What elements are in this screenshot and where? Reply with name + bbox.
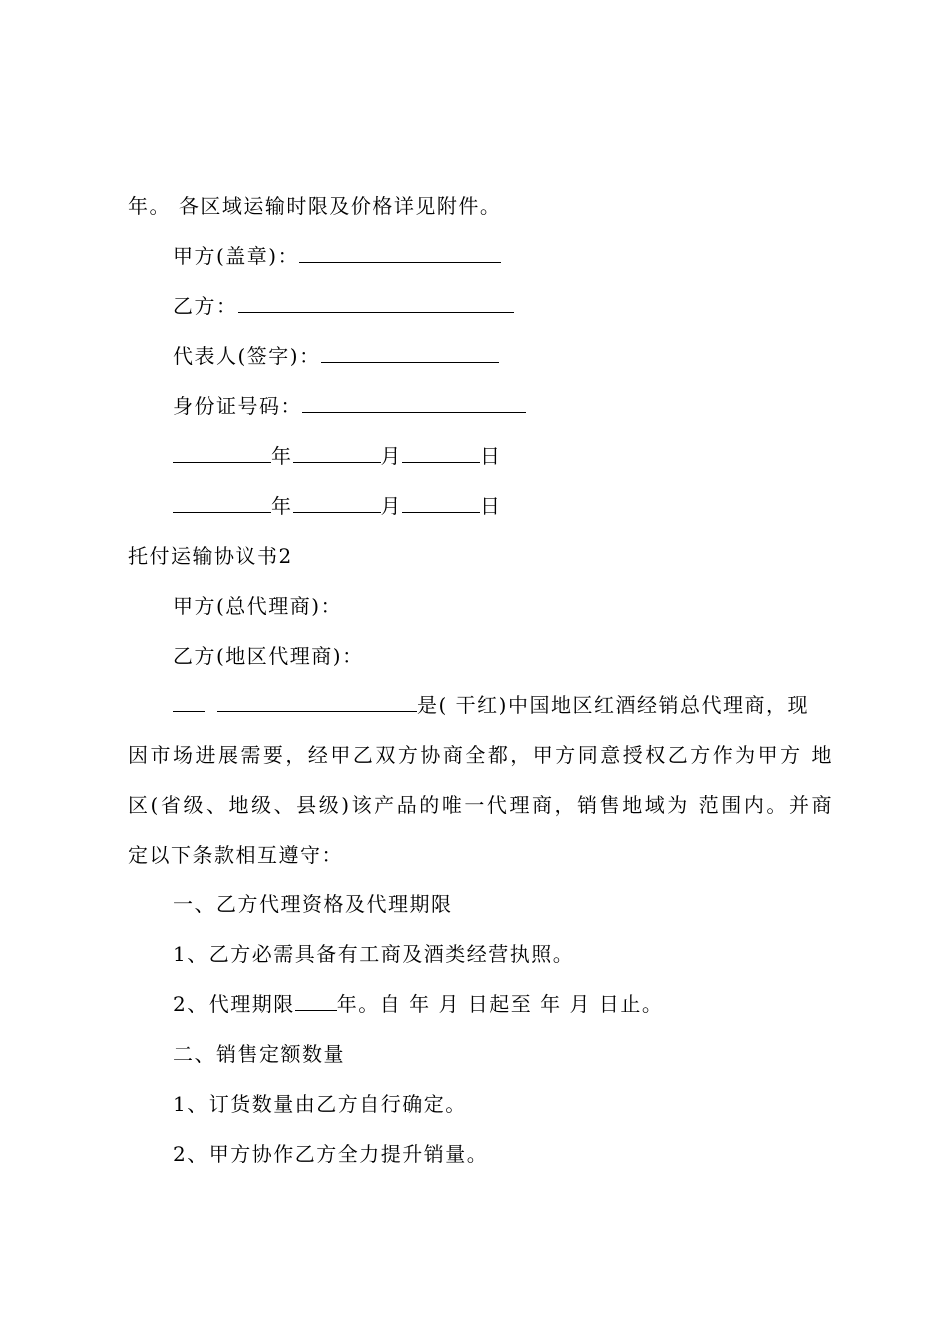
date-line-2 [173,492,878,520]
paragraph-line-1 [173,691,833,719]
date-month-label: 月 [380,494,402,518]
party-a-seal-blank [299,244,501,263]
party-a-seal-label: 甲方(盖章)： [173,244,300,268]
term-years-blank [295,992,337,1011]
representative-label: 代表人(签字)： [173,344,321,368]
party-a-seal-line [173,242,878,270]
id-number-blank [302,394,526,413]
date-day-blank [402,494,480,513]
date-day-blank [402,444,480,463]
date-year-blank [173,494,271,513]
clause-1-2 [173,990,878,1018]
date-year-label: 年 [271,444,293,468]
clause-1-2-text: 年。自 年 月 日起至 年 月 日止。 [336,992,664,1016]
date-year-blank [173,444,271,463]
clause-2-2: 2、甲方协作乙方全力提升销量。 [173,1142,489,1166]
date-year-label: 年 [271,494,293,518]
paragraph-line-3: 区(省级、地级、县级)该产品的唯一代理商，销售地域为 范围内。并商 [128,793,833,817]
date-month-label: 月 [380,444,402,468]
id-number-label: 身份证号码： [173,394,302,418]
paragraph-line-4: 定以下条款相互遵守： [128,843,343,867]
company-name-blank [217,693,417,712]
paragraph-line-2: 因市场进展需要，经甲乙双方协商全都，甲方同意授权乙方作为甲方 地 [128,743,833,767]
section-title: 托付运输协议书2 [128,544,293,568]
date-line-1 [173,442,878,470]
date-month-blank [293,494,381,513]
clause-2-1: 1、订货数量由乙方自行确定。 [173,1092,467,1116]
text-line-transport-time: 年。 各区域运输时限及价格详见附件。 [128,194,502,218]
date-day-label: 日 [480,494,502,518]
clause-heading-2: 二、销售定额数量 [173,1042,345,1066]
representative-blank [321,344,499,363]
party-b-label: 乙方： [173,294,238,318]
party-b-blank [238,294,514,313]
clause-1-2-label: 2、代理期限 [173,992,295,1016]
party-b-line [173,292,878,320]
clause-heading-1: 一、乙方代理资格及代理期限 [173,892,453,916]
date-month-blank [293,444,381,463]
short-blank [173,693,205,712]
id-number-line [173,392,878,420]
party-b-regional-agent: 乙方(地区代理商)： [173,644,364,668]
representative-line [173,342,878,370]
party-a-general-agent: 甲方(总代理商)： [173,594,343,618]
paragraph-line-1-text: 是( 干红)中国地区红酒经销总代理商，现 [417,693,809,717]
clause-1-1: 1、乙方必需具备有工商及酒类经营执照。 [173,942,575,966]
date-day-label: 日 [480,444,502,468]
